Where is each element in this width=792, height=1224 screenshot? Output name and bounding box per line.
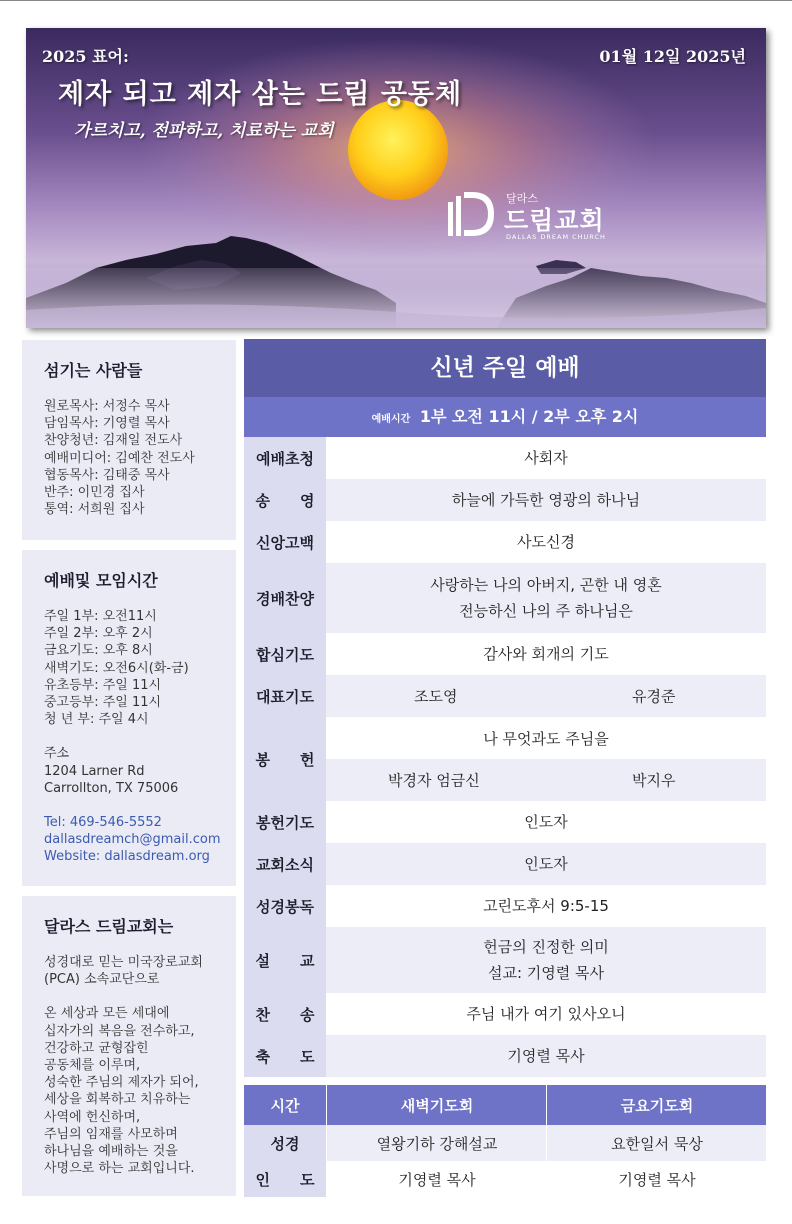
- service-title: 신년 주일 예배: [244, 339, 766, 397]
- order-label: 신앙고백: [244, 521, 326, 563]
- order-label: 찬 송: [244, 993, 326, 1035]
- order-value-text: 사랑하는 나의 아버지, 곤한 내 영혼: [430, 576, 662, 594]
- schedule-line: 청 년 부: 주일 4시: [44, 712, 149, 728]
- servant-line: 예배미디어: 김예찬 전도사: [44, 450, 195, 466]
- order-value-left: 조도영: [414, 687, 458, 706]
- order-value: [326, 437, 766, 479]
- address-line: Carrollton, TX 75006: [44, 780, 179, 796]
- order-row: [244, 927, 766, 993]
- order-value: [326, 885, 766, 927]
- servant-line: 협동목사: 김태중 목사: [44, 467, 170, 483]
- logo-dallas-text: 달라스: [506, 192, 538, 205]
- servant-line: 반주: 이민경 집사: [44, 485, 145, 501]
- order-label: 예배초청: [244, 437, 326, 479]
- header-banner: [26, 28, 766, 328]
- about-line: 성경대로 믿는 미국장로교회: [44, 955, 203, 970]
- about-line: 하나님을 예배하는 것을: [44, 1144, 178, 1160]
- order-value-text: 고린도후서 9:5-15: [483, 897, 609, 915]
- servants-heading: 섬기는 사람들: [44, 361, 143, 380]
- prayer-col-header: 시간: [270, 1096, 300, 1115]
- order-value: [326, 479, 766, 521]
- prayer-table-row: [244, 1161, 766, 1197]
- order-value-text: 설교: 기영렬 목사: [487, 964, 605, 982]
- order-row: [244, 563, 766, 633]
- order-value-text: 사도신경: [517, 533, 575, 551]
- schedule-list: [44, 608, 221, 866]
- order-value-left: 박경자 엄금신: [388, 771, 480, 790]
- servant-line: 찬양청년: 김재일 전도사: [44, 433, 183, 449]
- order-label: 설 교: [244, 927, 326, 993]
- about-line: 온 세상과 모든 세대에: [44, 1006, 170, 1022]
- church-logo-icon: [446, 188, 500, 240]
- about-line: 사명으로 하는 교회입니다.: [44, 1161, 195, 1177]
- email-address[interactable]: dallasdreamch@gmail.com: [44, 832, 221, 848]
- about-line: 주님의 임재를 사모하며: [44, 1126, 178, 1142]
- schedule-line: 주일 1부: 오전11시: [44, 609, 157, 624]
- top-rule: [0, 0, 792, 1]
- website-link[interactable]: Website: dallasdream.org: [44, 849, 210, 865]
- about-box: [22, 896, 236, 1196]
- address-line: 1204 Larner Rd: [44, 763, 145, 779]
- order-label: 경배찬양: [244, 563, 326, 633]
- order-row: [244, 801, 766, 843]
- order-value-text: 하늘에 가득한 영광의 하나님: [451, 491, 641, 509]
- order-label: 대표기도: [244, 675, 326, 717]
- order-value: [326, 633, 766, 675]
- order-value: [326, 801, 766, 843]
- schedule-line: 주일 2부: 오후 2시: [44, 626, 153, 642]
- church-logo: [446, 188, 616, 244]
- order-value-text: 감사와 회개의 기도: [483, 645, 609, 663]
- order-value: [326, 521, 766, 563]
- prayer-row-label: 인 도: [244, 1161, 326, 1197]
- order-row: [244, 843, 766, 885]
- about-text: [44, 954, 203, 1177]
- order-value: [326, 675, 766, 717]
- order-label: 합심기도: [244, 633, 326, 675]
- order-value-text: 인도자: [524, 855, 568, 873]
- servants-list: [44, 398, 195, 518]
- order-value-text: 전능하신 나의 주 하나님은: [459, 602, 633, 620]
- order-row: [244, 479, 766, 521]
- order-value-right: 유경준: [632, 687, 676, 706]
- prayer-col-header: 금요기도회: [546, 1085, 767, 1125]
- prayer-table-row: [244, 1125, 766, 1161]
- about-line: 성숙한 주님의 제자가 되어,: [44, 1075, 199, 1091]
- about-line: 사역에 헌신하며,: [44, 1109, 141, 1125]
- prayer-row-label: 성경: [244, 1125, 326, 1161]
- year-theme-label: 2025 표어:: [42, 47, 129, 66]
- prayer-cell: 요한일서 묵상: [546, 1125, 767, 1161]
- order-value: [326, 563, 766, 633]
- prayer-table-header: [244, 1085, 766, 1125]
- order-value: [326, 927, 766, 993]
- order-value: [326, 717, 766, 759]
- order-row: [244, 675, 766, 717]
- order-label: 봉헌기도: [244, 801, 326, 843]
- logo-church-name: 드림교회: [504, 206, 605, 235]
- service-time-values: 1부 오전 11시 / 2부 오후 2시: [419, 407, 639, 426]
- schedule-heading: 예배및 모임시간: [44, 571, 158, 590]
- order-row: [244, 885, 766, 927]
- servant-line: 담임목사: 기영렬 목사: [44, 416, 170, 432]
- order-label: 축 도: [244, 1035, 326, 1077]
- order-row: [244, 633, 766, 675]
- order-value-text: 사회자: [524, 449, 568, 467]
- about-heading: 달라스 드림교회는: [44, 917, 174, 936]
- bulletin-date: 01월 12일 2025년: [599, 47, 746, 66]
- order-row: [244, 437, 766, 479]
- schedule-line: 금요기도: 오후 8시: [44, 643, 153, 659]
- order-value-text: 인도자: [524, 813, 568, 831]
- theme-subtitle: 가르치고, 전파하고, 치료하는 교회: [74, 121, 334, 141]
- order-label: 봉 헌: [244, 717, 326, 801]
- servant-line: 통역: 서희원 집사: [44, 502, 145, 518]
- schedule-line: 유초등부: 주일 11시: [44, 677, 162, 693]
- order-row: [244, 717, 766, 801]
- address-label: 주소: [44, 746, 70, 762]
- logo-english-name: DALLAS DREAM CHURCH: [506, 233, 606, 241]
- order-value: [326, 1035, 766, 1077]
- order-value-text: 기영렬 목사: [507, 1047, 585, 1065]
- servant-line: 원로목사: 서정수 목사: [44, 399, 170, 414]
- service-times: [244, 397, 766, 437]
- order-value: [326, 759, 766, 801]
- order-row: [244, 521, 766, 563]
- prayer-cell: 열왕기하 강해설교: [326, 1125, 547, 1161]
- schedule-line: 새벽기도: 오전6시(화-금): [44, 660, 189, 676]
- prayer-cell: 기영렬 목사: [546, 1161, 767, 1197]
- order-value-right: 박지우: [632, 771, 676, 790]
- about-line: [44, 988, 203, 1005]
- order-value-text: 나 무엇과도 주님을: [483, 729, 609, 748]
- servants-box: [22, 340, 236, 540]
- theme-title: 제자 되고 제자 삼는 드림 공동체: [58, 79, 463, 110]
- schedule-box: [22, 550, 236, 886]
- phone-number: Tel: 469-546-5552: [44, 815, 162, 831]
- about-line: 십자가의 복음을 전수하고,: [44, 1023, 195, 1039]
- about-line: (PCA) 소속교단으로: [44, 972, 160, 988]
- order-label: 성경봉독: [244, 885, 326, 927]
- service-time-label: 예배시간: [371, 414, 411, 425]
- order-value-text: 헌금의 진정한 의미: [483, 938, 609, 956]
- order-label: 교회소식: [244, 843, 326, 885]
- order-value: [326, 993, 766, 1035]
- prayer-cell: 기영렬 목사: [326, 1161, 547, 1197]
- order-row: [244, 993, 766, 1035]
- about-line: 건강하고 균형잡힌: [44, 1040, 149, 1056]
- order-row: [244, 1035, 766, 1077]
- order-value: [326, 843, 766, 885]
- about-line: 세상을 회복하고 치유하는: [44, 1092, 191, 1108]
- schedule-line: 중고등부: 주일 11시: [44, 695, 162, 711]
- prayer-col-header: 새벽기도회: [326, 1085, 547, 1125]
- order-label: 송 영: [244, 479, 326, 521]
- order-value-text: 주님 내가 여기 있사오니: [466, 1005, 626, 1023]
- about-line: 공동체를 이루며,: [44, 1058, 141, 1074]
